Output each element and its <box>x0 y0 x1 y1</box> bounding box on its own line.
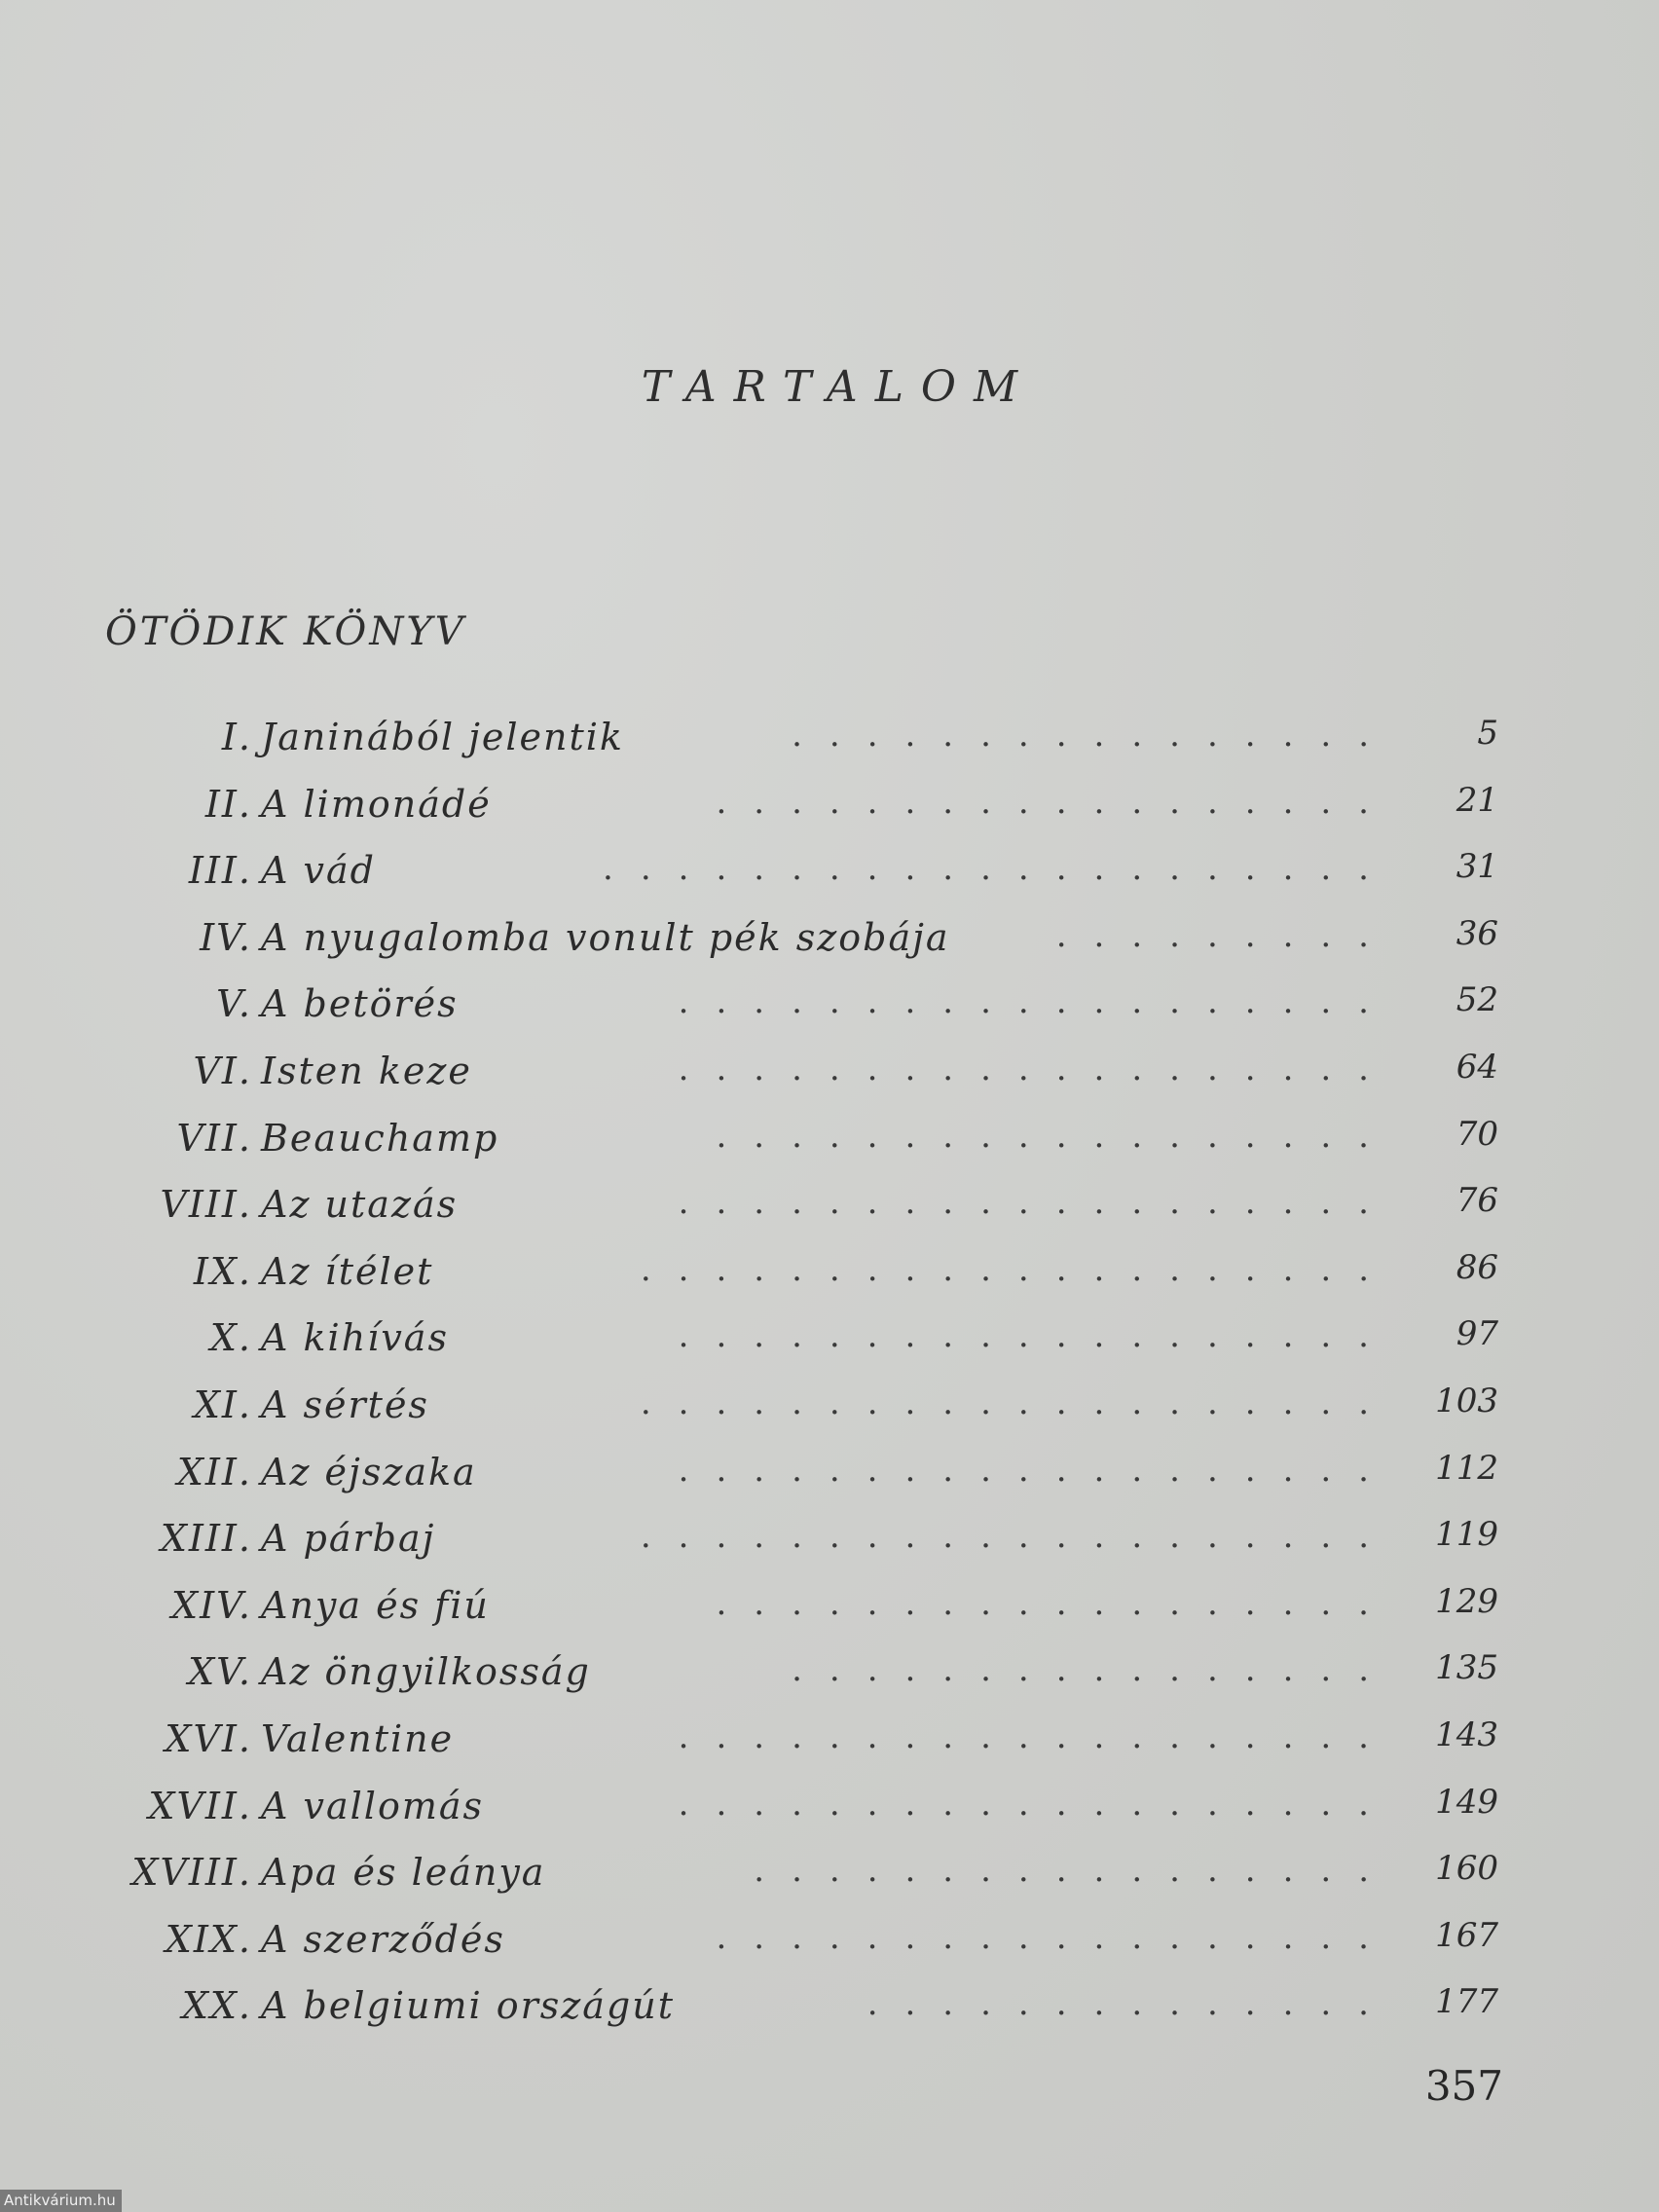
chapter-number: VI. <box>193 1050 252 1092</box>
toc-entry <box>0 849 1659 907</box>
dot-leader: ................. <box>754 1851 1396 1890</box>
dot-leader: ................... <box>678 1316 1396 1355</box>
chapter-number: XIII. <box>160 1517 252 1560</box>
toc-entry <box>0 1851 1659 1909</box>
dot-leader: ................ <box>792 1650 1396 1689</box>
chapter-title: Janinából jelentik <box>261 716 624 758</box>
chapter-number: X. <box>209 1316 252 1359</box>
toc-entry <box>0 916 1659 975</box>
chapter-number: IV. <box>200 916 252 959</box>
toc-entry <box>0 1183 1659 1241</box>
chapter-title: A vád <box>261 849 376 892</box>
chapter-title: A kihívás <box>261 1316 449 1359</box>
dot-leader: .................... <box>640 1250 1396 1289</box>
toc-entry <box>0 716 1659 774</box>
chapter-page: 135 <box>1435 1648 1498 1687</box>
chapter-number: IX. <box>193 1250 252 1293</box>
chapter-number: XIV. <box>171 1584 252 1627</box>
chapter-title: A szerződés <box>261 1918 505 1961</box>
chapter-title: A párbaj <box>261 1517 436 1560</box>
chapter-title: Az ítélet <box>261 1250 434 1293</box>
chapter-title: A limonádé <box>261 783 492 826</box>
chapter-page: 5 <box>1477 714 1498 753</box>
chapter-title: Az utazás <box>261 1183 459 1226</box>
chapter-page: 119 <box>1435 1515 1498 1554</box>
chapter-title: Apa és leánya <box>261 1851 546 1894</box>
dot-leader: ................... <box>678 1183 1396 1222</box>
dot-leader: .................. <box>716 1918 1396 1957</box>
chapter-page: 64 <box>1456 1048 1498 1087</box>
chapter-number: VII. <box>176 1117 252 1160</box>
watermark: Antikvárium.hu <box>0 2190 122 2212</box>
toc-entry <box>0 1984 1659 2043</box>
chapter-page: 177 <box>1435 1982 1498 2021</box>
chapter-number: II. <box>204 783 252 826</box>
chapter-title: Isten keze <box>261 1050 472 1092</box>
toc-entry <box>0 1717 1659 1776</box>
toc-entry <box>0 1250 1659 1309</box>
chapter-title: Anya és fiú <box>261 1584 490 1627</box>
chapter-number: III. <box>188 849 252 892</box>
chapter-page: 149 <box>1435 1783 1498 1822</box>
chapter-number: XVII. <box>148 1785 252 1827</box>
chapter-number: XI. <box>193 1383 252 1426</box>
chapter-page: 143 <box>1435 1715 1498 1754</box>
dot-leader: ................... <box>678 1785 1396 1824</box>
section-heading: ÖTÖDIK KÖNYV <box>105 609 466 654</box>
chapter-page: 76 <box>1456 1181 1498 1220</box>
chapter-page: 160 <box>1435 1849 1498 1888</box>
page-title: TARTALOM <box>641 362 1036 412</box>
chapter-page: 167 <box>1435 1916 1498 1955</box>
toc-entry <box>0 1517 1659 1575</box>
dot-leader: ................... <box>678 1050 1396 1088</box>
chapter-number: XVI. <box>165 1717 252 1760</box>
chapter-number: XVIII. <box>131 1851 252 1894</box>
toc-entry <box>0 1117 1659 1175</box>
chapter-title: A sértés <box>261 1383 429 1426</box>
chapter-number: XX. <box>181 1984 252 2027</box>
dot-leader: ................... <box>678 1451 1396 1490</box>
chapter-title: A betörés <box>261 982 459 1025</box>
chapter-number: XV. <box>188 1650 252 1693</box>
toc-entry <box>0 982 1659 1041</box>
dot-leader: .................... <box>640 1383 1396 1422</box>
toc-entry <box>0 1316 1659 1375</box>
chapter-title: A belgiumi országút <box>261 1984 675 2027</box>
toc-entry <box>0 1451 1659 1509</box>
page-number: 357 <box>1424 2062 1503 2110</box>
chapter-page: 36 <box>1456 914 1498 953</box>
toc-entry <box>0 1050 1659 1108</box>
chapter-page: 97 <box>1456 1314 1498 1353</box>
toc-entry <box>0 1383 1659 1442</box>
chapter-page: 21 <box>1456 781 1498 820</box>
chapter-page: 86 <box>1456 1248 1498 1287</box>
toc-entry <box>0 783 1659 841</box>
chapter-page: 112 <box>1435 1449 1498 1488</box>
chapter-number: XIX. <box>165 1918 252 1961</box>
chapter-title: A nyugalomba vonult pék szobája <box>261 916 950 959</box>
chapter-page: 31 <box>1456 847 1498 886</box>
chapter-page: 70 <box>1456 1115 1498 1154</box>
chapter-number: I. <box>221 716 252 758</box>
toc-entry <box>0 1918 1659 1976</box>
dot-leader: .................. <box>716 1584 1396 1623</box>
dot-leader: ................... <box>678 982 1396 1021</box>
chapter-page: 103 <box>1435 1382 1498 1420</box>
dot-leader: .................. <box>716 783 1396 822</box>
toc-entry <box>0 1584 1659 1642</box>
chapter-page: 129 <box>1435 1582 1498 1621</box>
dot-leader: ................ <box>792 716 1396 755</box>
chapter-title: Beauchamp <box>261 1117 499 1160</box>
toc-entry <box>0 1650 1659 1709</box>
chapter-number: V. <box>216 982 252 1025</box>
dot-leader: .................. <box>716 1117 1396 1156</box>
toc-entry <box>0 1785 1659 1843</box>
chapter-title: Az öngyilkosság <box>261 1650 591 1693</box>
dot-leader: ..................... <box>603 849 1396 888</box>
dot-leader: .............. <box>866 1984 1396 2023</box>
chapter-title: Valentine <box>261 1717 455 1760</box>
dot-leader: ................... <box>678 1717 1396 1756</box>
dot-leader: .................... <box>640 1517 1396 1556</box>
chapter-title: A vallomás <box>261 1785 485 1827</box>
chapter-number: XII. <box>176 1451 252 1493</box>
chapter-page: 52 <box>1456 980 1498 1019</box>
chapter-title: Az éjszaka <box>261 1451 477 1493</box>
chapter-number: VIII. <box>160 1183 252 1226</box>
dot-leader: ......... <box>1055 916 1396 955</box>
